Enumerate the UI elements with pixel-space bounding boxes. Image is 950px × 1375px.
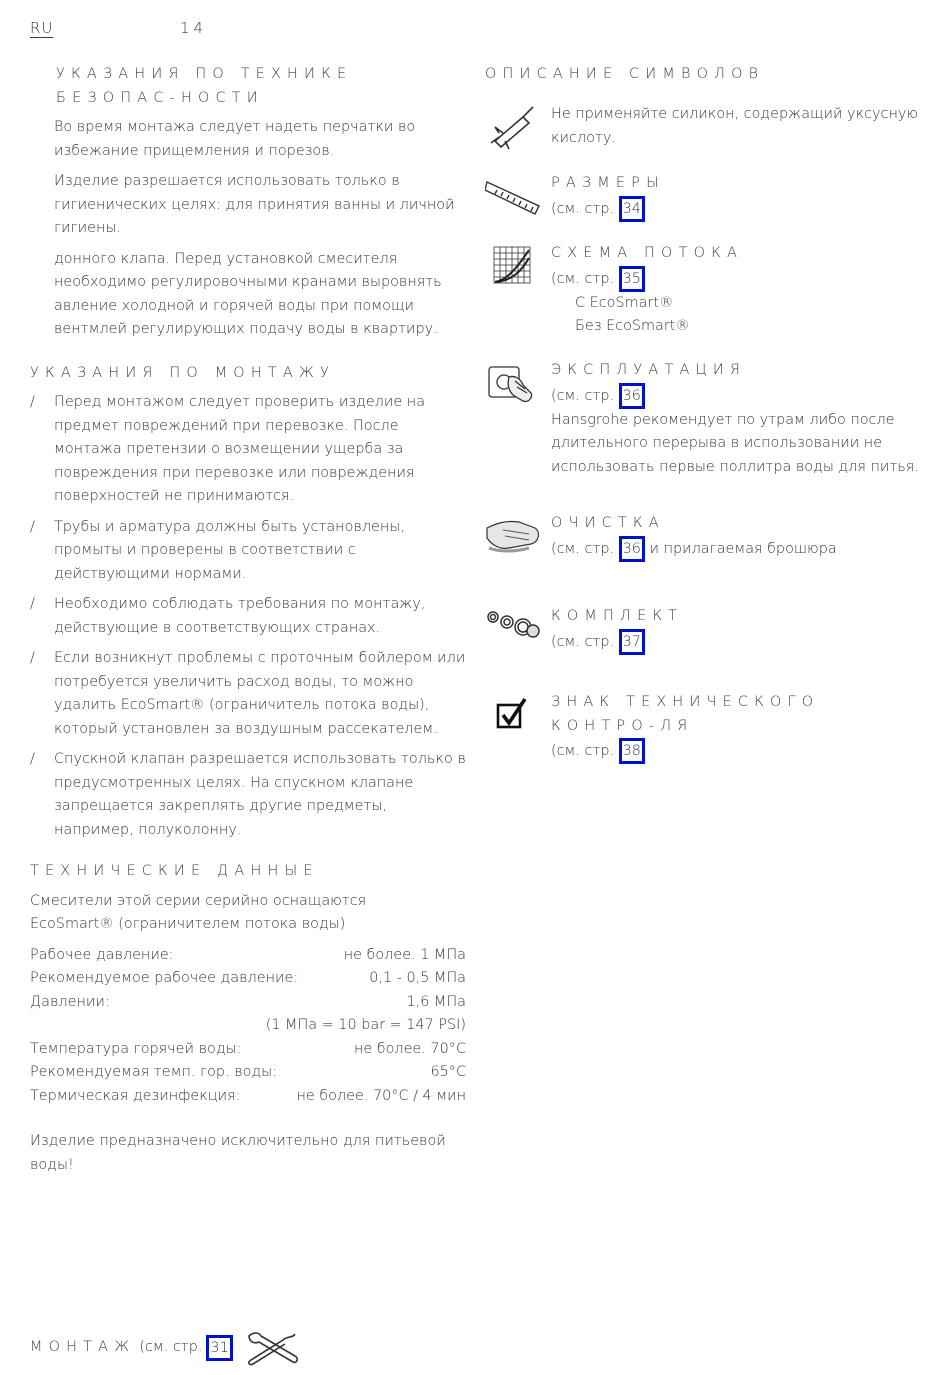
page-ref-link[interactable]: 37 [619,629,645,655]
cleaning-hand-icon [485,514,541,562]
symbols-heading: ОПИСАНИЕ СИМВОЛОВ [485,66,765,82]
assembly-footer [30,1330,301,1366]
page-ref-link[interactable]: 35 [619,266,645,292]
tech-mark-title: ЗНАК ТЕХНИЧЕСКОГО КОНТРО-ЛЯ [551,694,820,734]
mounting-bullet: / Трубы и арматура должны быть установлены, промыты и проверены в соответствии с действующими нормами. [30,518,405,582]
kit-ref: (см. стр. 37 [551,629,921,655]
page-ref-link[interactable]: 36 [619,536,645,562]
spec-row: Рабочее давление: не более. 1 МПа [30,946,466,963]
language-code: RU [30,19,54,37]
flow-chart-icon [493,246,549,294]
left-column [30,63,466,1184]
tech-heading: ТЕХНИЧЕСКИЕ ДАННЫЕ [30,863,319,879]
silicone-text: Не применяйте силикон, содержащий уксусную кислоту. [551,106,919,146]
page-ref-link[interactable]: 36 [619,383,645,409]
drinking-water-note: Изделие предназначено исключительно для питьевой воды! [30,1133,446,1173]
tech-intro: Смесители этой серии серийно оснащаются EcoSmart® (ограничителем потока воды) [30,892,367,932]
safety-paragraph-3: донного клапа. Перед установкой смесителя необходимо регулировочными кранами выровнять авление холодной и горячей воды при помощи вентмлей регулирующих подачу воды в квартиру. [54,250,442,337]
spec-row: Рекомендуемое рабочее давление: 0,1 - 0,5 МПа [30,970,466,986]
cleaning-ref: (см. стр. 36 и прилагаемая брошюра [551,536,921,562]
flow-with-ecosmart: С EcoSmart® [575,294,674,311]
mounting-bullet: / Необходимо соблюдать требования по монтажу, действующие в соответствующих странах. [30,596,426,636]
checkbox-check-icon [495,697,551,745]
wrench-icon [245,1330,301,1366]
spec-row: Рекомендуемая темп. гор. воды: 65°C [30,1064,466,1080]
safety-paragraph-2: Изделие разрешается использовать только в гигиенических целях: для принятия ванны и личной гигиены. [54,173,455,236]
page-ref-link[interactable]: 38 [619,738,645,764]
page-number: 14 [180,19,208,37]
operation-ref: (см. стр. 36 [551,383,921,409]
hand-operation-icon [485,363,541,411]
cleaning-title: ОЧИСТКА [551,515,665,531]
kit-title: КОМПЛЕКТ [551,608,684,624]
spec-row: Температура горячей воды: не более. 70°C [30,1040,466,1057]
mounting-bullet: / Перед монтажом следует проверить изделие на предмет повреждений при перевозке. После монтажа претензии о возмещении ущерба за повреждения при перевозке или повреждения поверхностей не принимаются. [30,394,426,504]
safety-heading: УКАЗАНИЯ ПО ТЕХНИКЕ БЕЗОПАС-НОСТИ [56,66,353,106]
flow-ref: (см. стр. 35 [551,266,921,292]
flow-title: СХЕМА ПОТОКА [551,245,744,261]
parts-kit-icon [485,605,541,653]
dimensions-ref: (см. стр. 34 [551,196,921,222]
assembly-title: МОНТАЖ [30,1339,136,1356]
spec-row: Давлении: 1,6 МПа [30,993,466,1010]
spec-row: (1 МПа = 10 bar = 147 PSI) [265,1017,466,1033]
silicone-gun-icon [485,103,541,151]
operation-text: Hansgrohe рекомендует по утрам либо после длительного перерыва в использовании не использовать первые поллитра воды для питья. [551,411,919,475]
dimensions-title: РАЗМЕРЫ [551,175,665,191]
assembly-ref-prefix: (см. стр. [139,1339,203,1356]
right-column [485,63,920,783]
mounting-bullet: / Спускной клапан разрешается использовать только в предусмотренных целях. На спускном клапане запрещается закреплять другие предметы, например, полуколонну. [30,751,466,838]
page-ref-link[interactable]: 34 [619,196,645,222]
tech-mark-ref: (см. стр. 38 [551,738,921,764]
mounting-heading: УКАЗАНИЯ ПО МОНТАЖУ [30,364,336,381]
operation-title: ЭКСПЛУАТАЦИЯ [551,362,747,378]
flow-without-ecosmart: Без EcoSmart® [575,318,690,334]
page-ref-link[interactable]: 31 [206,1335,232,1361]
mounting-bullet: / Если возникнут проблемы с проточным бойлером или потребуется увеличить расход воды, то можно удалить EcoSmart® (ограничитель потока воды), который установлен за воздушным рассекателем. [30,650,466,737]
spec-row: Термическая дезинфекция: не более. 70°C / 4 мин [30,1087,466,1104]
ruler-icon [485,176,541,224]
tech-specs [30,944,466,1109]
safety-paragraph-1: Во время монтажа следует надеть перчатки во избежание прищемления и порезов. [54,119,416,159]
